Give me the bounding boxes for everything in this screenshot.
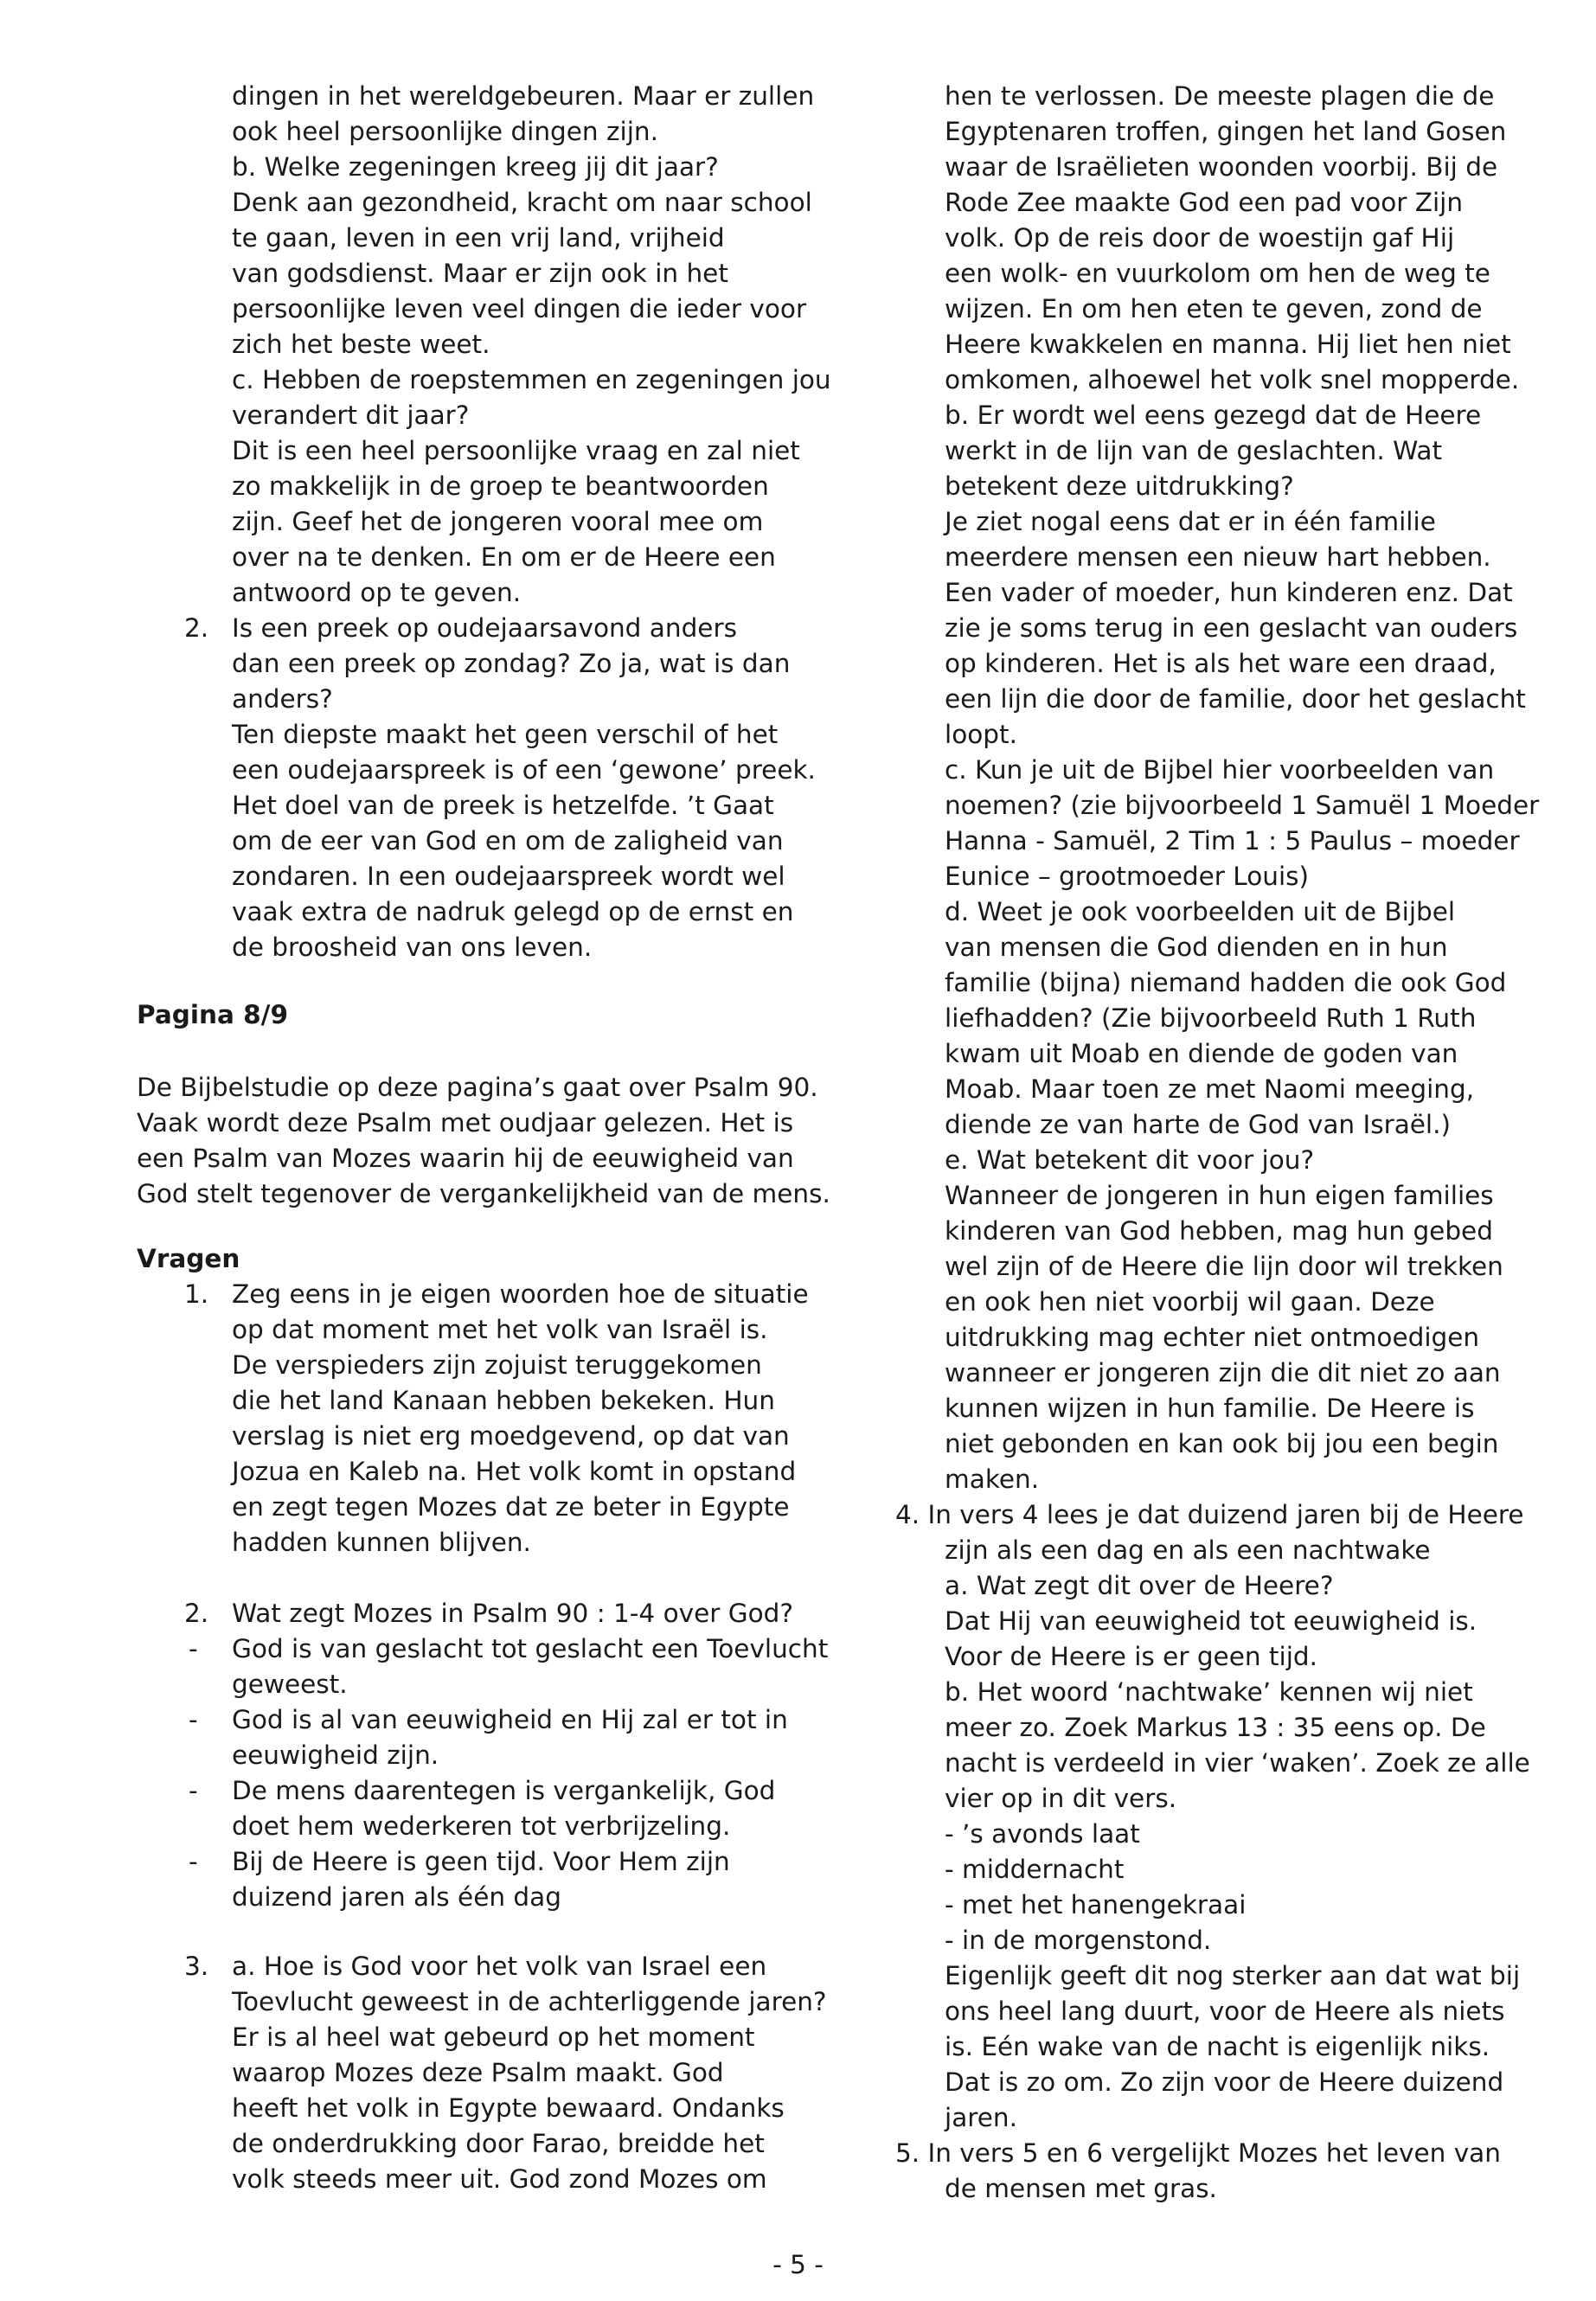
paragraph-line: a. Hoe is God voor het volk van Israel een [232,1952,767,1981]
paragraph-line: Rode Zee maakte God een pad voor Zijn [945,188,1464,217]
paragraph-line: de mensen met gras. [945,2174,1217,2203]
bullet-dash: - [189,1776,198,1805]
paragraph-line: Wat zegt Mozes in Psalm 90 : 1-4 over God? [232,1599,794,1628]
question-line: 5. In vers 5 en 6 vergelijkt Mozes het leven van [895,2138,1501,2168]
vragen-heading: Vragen [137,1244,240,1273]
paragraph-line: c. Hebben de roepstemmen en zegeningen jou [232,365,831,394]
paragraph-line: - middernacht [945,1855,1125,1884]
paragraph-line: diende ze van harte de God van Israël.) [945,1110,1452,1139]
paragraph-line: niet gebonden en kan ook bij jou een begin [945,1429,1499,1458]
paragraph-line: Er is al heel wat gebeurd op het moment [232,2022,755,2052]
paragraph-line: Een vader of moeder, hun kinderen enz. Dat [945,578,1513,607]
paragraph-line: heeft het volk in Egypte bewaard. Ondanks [232,2093,785,2123]
bullet-line: De mens daarentegen is vergankelijk, God [232,1776,776,1805]
paragraph-line: zo makkelijk in de groep te beantwoorden [232,471,769,501]
paragraph-line: loopt. [945,720,1017,749]
paragraph-line: werkt in de lijn van de geslachten. Wat [945,436,1443,465]
paragraph-line: dan een preek op zondag? Zo ja, wat is dan [232,649,791,678]
paragraph-line: zijn. Geef het de jongeren vooral mee om [232,507,764,536]
bullet-line: duizend jaren als één dag [232,1882,561,1912]
paragraph-line: Eunice – grootmoeder Louis) [945,862,1310,891]
paragraph-line: vaak extra de nadruk gelegd op de ernst en [232,897,794,926]
paragraph-line: hen te verlossen. De meeste plagen die de [945,81,1495,111]
paragraph-line: maken. [945,1465,1040,1494]
bullet-dash: - [189,1847,198,1876]
paragraph-line: Dat Hij van eeuwigheid tot eeuwigheid is. [945,1606,1477,1636]
paragraph-line: vier op in dit vers. [945,1784,1177,1813]
paragraph-line: Voor de Heere is er geen tijd. [945,1642,1317,1671]
paragraph-line: Dat is zo om. Zo zijn voor de Heere duizend [945,2067,1504,2097]
paragraph-line: uitdrukking mag echter niet ontmoedigen [945,1323,1480,1352]
paragraph-line: Het doel van de preek is hetzelfde. ’t Gaat [232,791,774,820]
paragraph-line: ook heel persoonlijke dingen zijn. [232,117,658,146]
paragraph-line: Toevlucht geweest in de achterliggende jaren? [232,1987,827,2016]
paragraph-line: de broosheid van ons leven. [232,933,593,962]
paragraph-line: waar de Israëlieten woonden voorbij. Bij de [945,152,1498,182]
paragraph-line: Wanneer de jongeren in hun eigen families [945,1181,1494,1210]
paragraph-line: hadden kunnen blijven. [232,1528,531,1557]
paragraph-line: zich het beste weet. [232,330,490,359]
paragraph-line: anders? [232,684,333,714]
paragraph-line: van godsdienst. Maar er zijn ook in het [232,259,728,288]
paragraph-line: Je ziet nogal eens dat er in één familie [945,507,1436,536]
paragraph-line: jaren. [945,2103,1017,2132]
paragraph-line: een lijn die door de familie, door het geslacht [945,684,1526,714]
paragraph-line: en zegt tegen Mozes dat ze beter in Egypte [232,1492,790,1522]
list-marker: 1. [184,1279,209,1309]
paragraph-line: dingen in het wereldgebeuren. Maar er zullen [232,81,815,111]
paragraph-line: b. Er wordt wel eens gezegd dat de Heere [945,401,1482,430]
paragraph-line: kwam uit Moab en diende de goden van [945,1039,1458,1068]
paragraph-line: God stelt tegenover de vergankelijkheid van de mens. [137,1179,830,1208]
paragraph-line: een oudejaarspreek is of een ‘gewone’ preek. [232,755,816,785]
paragraph-line: Moab. Maar toen ze met Naomi meeging, [945,1074,1475,1104]
bullet-line: God is al van eeuwigheid en Hij zal er tot in [232,1705,788,1734]
paragraph-line: een Psalm van Mozes waarin hij de eeuwigheid van [137,1144,794,1173]
paragraph-line: c. Kun je uit de Bijbel hier voorbeelden van [945,755,1495,785]
paragraph-line: zondaren. In een oudejaarspreek wordt wel [232,862,785,891]
paragraph-line: - in de morgenstond. [945,1926,1212,1955]
paragraph-line: om de eer van God en om de zaligheid van [232,826,784,856]
paragraph-line: meer zo. Zoek Markus 13 : 35 eens op. De [945,1713,1486,1742]
paragraph-line: volk steeds meer uit. God zond Mozes om [232,2164,767,2194]
paragraph-line: Jozua en Kaleb na. Het volk komt in opstand [232,1457,797,1486]
paragraph-line: Zeg eens in je eigen woorden hoe de situatie [232,1279,809,1309]
paragraph-line: Heere kwakkelen en manna. Hij liet hen niet [945,330,1511,359]
bullet-line: doet hem wederkeren tot verbrijzeling. [232,1811,731,1841]
bullet-dash: - [189,1634,198,1663]
paragraph-line: op dat moment met het volk van Israël is. [232,1315,768,1344]
paragraph-line: e. Wat betekent dit voor jou? [945,1145,1315,1175]
page-number: - 5 - [772,2250,824,2279]
paragraph-line: b. Welke zegeningen kreeg jij dit jaar? [232,152,719,182]
paragraph-line: waarop Mozes deze Psalm maakt. God [232,2058,724,2087]
paragraph-line: - met het hanengekraai [945,1890,1247,1920]
paragraph-line: meerdere mensen een nieuw hart hebben. [945,542,1491,572]
paragraph-line: volk. Op de reis door de woestijn gaf Hij [945,223,1455,253]
paragraph-line: noemen? (zie bijvoorbeeld 1 Samuël 1 Moeder [945,791,1540,820]
paragraph-line: persoonlijke leven veel dingen die ieder voor [232,294,807,324]
paragraph-line: verandert dit jaar? [232,401,470,430]
paragraph-line: de onderdrukking door Farao, breidde het [232,2129,765,2158]
paragraph-line: te gaan, leven in een vrij land, vrijheid [232,223,725,253]
paragraph-line: wel zijn of de Heere die lijn door wil trekken [945,1252,1503,1281]
paragraph-line: die het land Kanaan hebben bekeken. Hun [232,1386,775,1415]
paragraph-line: Denk aan gezondheid, kracht om naar school [232,188,812,217]
paragraph-line: ons heel lang duurt, voor de Heere als niets [945,1997,1505,2026]
paragraph-line: familie (bijna) niemand hadden die ook God [945,968,1507,997]
paragraph-line: a. Wat zegt dit over de Heere? [945,1571,1334,1600]
bullet-line: God is van geslacht tot geslacht een Toevlucht [232,1634,829,1663]
paragraph-line: zijn als een dag en als een nachtwake [945,1535,1431,1565]
bullet-line: eeuwigheid zijn. [232,1740,439,1770]
paragraph-line: d. Weet je ook voorbeelden uit de Bijbel [945,897,1456,926]
paragraph-line: Eigenlijk geeft dit nog sterker aan dat wat bij [945,1961,1521,1990]
paragraph-line: kinderen van God hebben, mag hun gebed [945,1216,1493,1246]
paragraph-line: en ook hen niet voorbij wil gaan. Deze [945,1287,1435,1317]
paragraph-line: antwoord op te geven. [232,578,522,607]
question-line: 4. In vers 4 lees je dat duizend jaren bij de Heere [895,1500,1524,1529]
paragraph-line: Is een preek op oudejaarsavond anders [232,613,737,643]
list-marker: 3. [184,1952,209,1981]
paragraph-line: betekent deze uitdrukking? [945,471,1294,501]
paragraph-line: Dit is een heel persoonlijke vraag en zal niet [232,436,800,465]
paragraph-line: b. Het woord ‘nachtwake’ kennen wij niet [945,1677,1473,1707]
paragraph-line: kunnen wijzen in hun familie. De Heere is [945,1394,1475,1423]
paragraph-line: wijzen. En om hen eten te geven, zond de [945,294,1483,324]
paragraph-line: een wolk- en vuurkolom om hen de weg te [945,259,1490,288]
paragraph-line: Hanna - Samuël, 2 Tim 1 : 5 Paulus – moeder [945,826,1520,856]
paragraph-line: - ’s avonds laat [945,1819,1140,1849]
paragraph-line: Egyptenaren troffen, gingen het land Gosen [945,117,1507,146]
paragraph-line: op kinderen. Het is als het ware een draad, [945,649,1497,678]
paragraph-line: is. Eén wake van de nacht is eigenlijk niks. [945,2032,1490,2061]
paragraph-line: omkomen, alhoewel het volk snel mopperde. [945,365,1520,394]
section-heading: Pagina 8/9 [137,1000,288,1029]
paragraph-line: zie je soms terug in een geslacht van ouders [945,613,1518,643]
bullet-dash: - [189,1705,198,1734]
paragraph-line: liefhadden? (Zie bijvoorbeeld Ruth 1 Ruth [945,1003,1477,1033]
list-marker: 2. [184,613,209,643]
paragraph-line: De verspieders zijn zojuist teruggekomen [232,1350,762,1380]
list-marker: 2. [184,1599,209,1628]
paragraph-line: wanneer er jongeren zijn die dit niet zo aan [945,1358,1501,1388]
bullet-line: Bij de Heere is geen tijd. Voor Hem zijn [232,1847,730,1876]
paragraph-line: van mensen die God dienden en in hun [945,933,1448,962]
paragraph-line: verslag is niet erg moedgevend, op dat van [232,1421,790,1451]
paragraph-line: Ten diepste maakt het geen verschil of het [232,720,779,749]
paragraph-line: over na te denken. En om er de Heere een [232,542,776,572]
bullet-line: geweest. [232,1670,348,1699]
paragraph-line: Vaak wordt deze Psalm met oudjaar gelezen. Het is [137,1108,794,1138]
paragraph-line: De Bijbelstudie op deze pagina’s gaat over Psalm 90. [137,1073,818,1102]
paragraph-line: nacht is verdeeld in vier ‘waken’. Zoek ze alle [945,1748,1530,1778]
